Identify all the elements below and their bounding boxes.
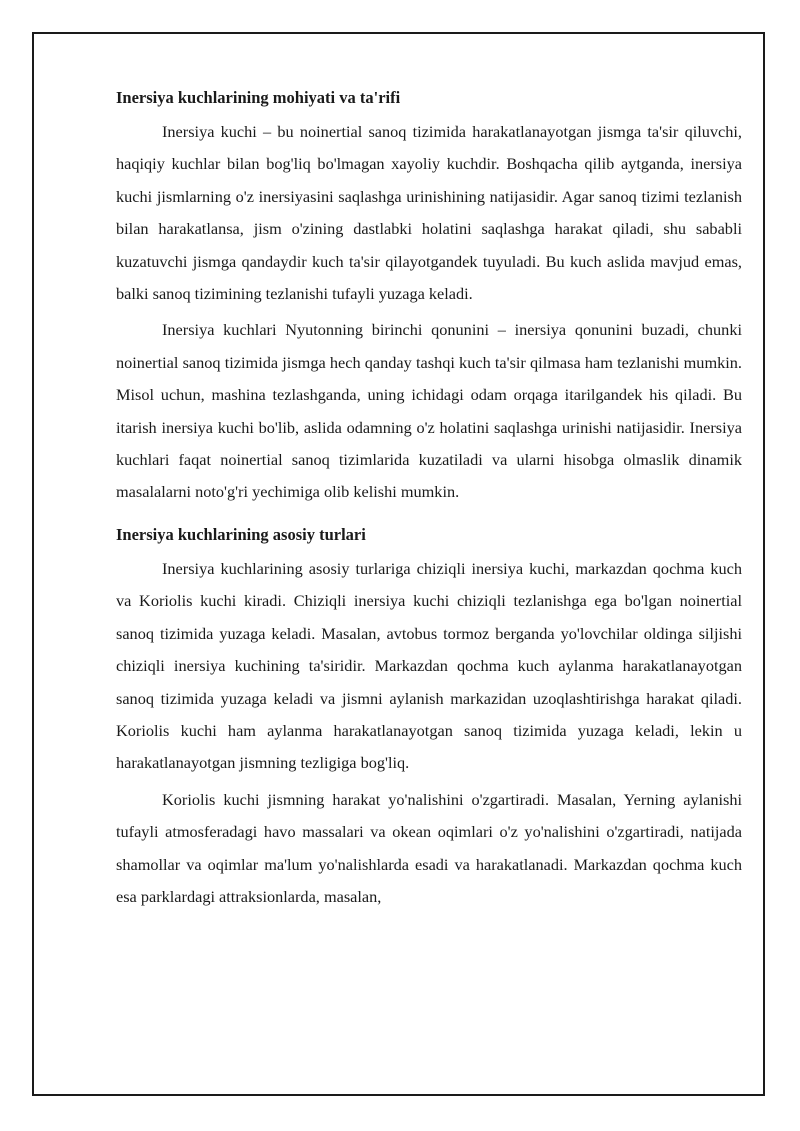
paragraph: Koriolis kuchi jismning harakat yo'nalishini o'zgartiradi. Masalan, Yerning aylanishi tufayli atmosferadagi havo massalari va okean oqimlari o'z yo'nalishini o'zgartiradi, natijada shamollar va oqimlar ma'lum yo'nalishlarda esadi va harakatlanadi. Markazdan qochma kuch esa parklardagi attraksionlarda, masalan, <box>116 789 742 906</box>
paragraph: Inersiya kuchlari Nyutonning birinchi qonunini – inersiya qonunini buzadi, chunki noinertial sanoq tizimida jismga hech qanday tashqi kuch ta'sir qilmasa ham tezlanishi mumkin. Misol uchun, mashina tezlashganda, uning ichidagi odam orqaga itarilgandek his qiladi. Bu itarish inersiya kuchi bo'lib, aslida odamning o'z holatini saqlashga urinishi natijasidir. Inersiya kuchlari faqat noinertial sanoq tizimlarida kuzatiladi va ularni hisobga olmaslik dinamik masalalarni noto'g'ri yechimiga olib kelishi mumkin. <box>116 320 742 502</box>
section-heading: Inersiya kuchlarining mohiyati va ta'rifi <box>116 88 401 107</box>
section-heading: Inersiya kuchlarining asosiy turlari <box>116 524 366 544</box>
paragraph: Inersiya kuchi – bu noinertial sanoq tizimida harakatlanayotgan jismga ta'sir qiluvchi, haqiqiy kuchlar bilan bog'liq bo'lmagan xayoliy kuchdir. Boshqacha qilib aytganda, inersiya kuchi jismlarning o'z inersiyasini saqlashga urinishining natijasidir. Agar sanoq tizimi tezlanish bilan harakatlansa, jism o'zining dastlabki holatini saqlashga harakat qiladi, shu sababli kuzatuvchi jismga qandaydir kuch ta'sir qilayotgandek tuyuladi. Bu kuch aslida mavjud emas, balki sanoq tizimining tezlanishi tufayli yuzaga keladi. <box>116 122 742 304</box>
paragraph: Inersiya kuchlarining asosiy turlariga chiziqli inersiya kuchi, markazdan qochma kuch va Koriolis kuchi kiradi. Chiziqli inersiya kuchi chiziqli tezlanishga ega bo'lgan noinertial sanoq tizimida yuzaga keladi. Masalan, avtobus tormoz berganda yo'lovchilar oldinga siljishi chiziqli inersiya kuchining ta'siridir. Markazdan qochma kuch aylanma harakatlanayotgan sanoq tizimida yuzaga keladi va jismni aylanish markazidan uzoqlashtirishga harakat qiladi. Koriolis kuchi ham aylanma harakatlanayotgan sanoq tizimida yuzaga keladi, lekin u harakatlanayotgan jismning tezligiga bog'liq. <box>116 558 742 773</box>
document-body <box>116 84 742 913</box>
section-spacer <box>116 509 742 521</box>
